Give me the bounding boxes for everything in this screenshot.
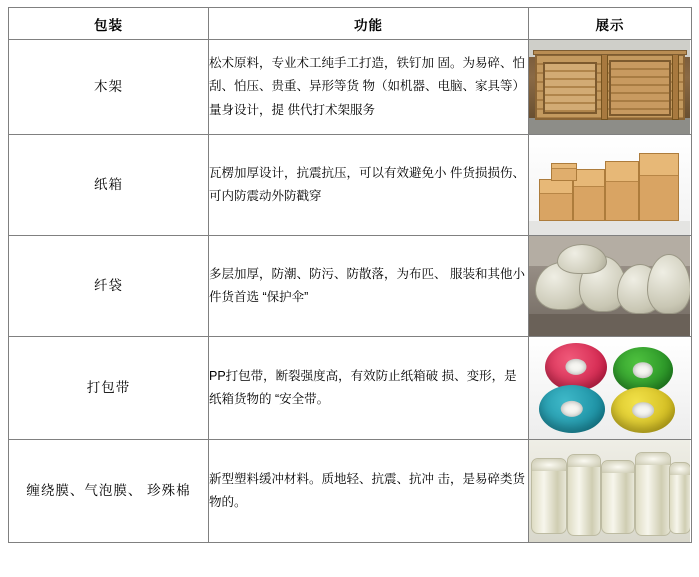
packaging-name: 木架 [9, 40, 209, 135]
carton-boxes-photo [529, 135, 690, 235]
packaging-name: 打包带 [9, 337, 209, 440]
column-header-packaging: 包装 [9, 8, 209, 40]
packaging-name: 纸箱 [9, 135, 209, 236]
table-row [9, 40, 692, 135]
packaging-description: 瓦楞加厚设计，抗震抗压，可以有效避免小 件货损损伤、可内防震动外防戳穿 [209, 135, 529, 236]
packaging-image-cell [529, 337, 692, 440]
packaging-name: 纤袋 [9, 236, 209, 337]
packaging-table [8, 7, 692, 543]
packaging-description: 松术原料，专业术工纯手工打造，铁钉加 固。为易碎、怕刮、怕压、贵重、异形等货 物（如机器、电脑、家具等）量身设计，提 供代打术架服务 [209, 40, 529, 135]
table-row [9, 135, 692, 236]
woven-bags-photo [529, 236, 690, 336]
wood-crate-photo [529, 40, 690, 134]
column-header-display: 展示 [529, 8, 692, 40]
packaging-description: PP打包带，断裂强度高，有效防止纸箱破 损、变形，是纸箱货物的 “安全带。 [209, 337, 529, 440]
packaging-name: 缠绕膜、气泡膜、 珍殊棉 [9, 440, 209, 543]
table-row [9, 337, 692, 440]
document-page [0, 7, 699, 577]
strapping-rolls-photo [529, 337, 690, 439]
table-row [9, 440, 692, 543]
table-row [9, 236, 692, 337]
packaging-description: 多层加厚，防潮、防污、防散落，为布匹、 服装和其他小件货首选 “保护伞” [209, 236, 529, 337]
column-header-function: 功能 [209, 8, 529, 40]
stretch-film-photo [529, 440, 690, 542]
packaging-image-cell [529, 40, 692, 135]
packaging-image-cell [529, 440, 692, 543]
packaging-image-cell [529, 135, 692, 236]
table-body [9, 40, 692, 543]
packaging-image-cell [529, 236, 692, 337]
table-header [9, 8, 692, 40]
packaging-description: 新型塑料缓冲材料。质地轻、抗震、抗冲 击，是易碎类货物的。 [209, 440, 529, 543]
table-header-row [9, 8, 692, 40]
